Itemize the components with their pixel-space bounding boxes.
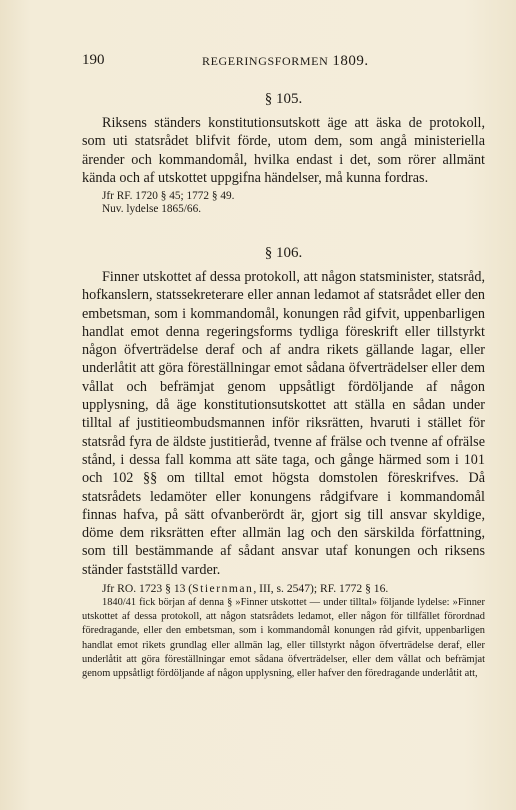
section-105-ref: Jfr RF. 1720 § 45; 1772 § 49. [102, 190, 235, 203]
running-title [202, 53, 369, 70]
section-106-ref-name: Stiernman [192, 582, 254, 596]
section-106-ref [82, 581, 485, 597]
section-105 [82, 91, 485, 217]
running-title-year: 1809. [332, 53, 369, 69]
section-105-amendment: Nuv. lydelse 1865/66. [102, 203, 202, 216]
section-106-ref-pre: Jfr RO. 1723 § 13 ( [102, 582, 193, 596]
page-header [82, 52, 486, 72]
page-number: 190 [82, 52, 105, 68]
section-106-amendment-text: 1840/41 fick början af denna § »Finner utskottet — under tilltal» följande lydelse: »Finner utskottet af dessa protokoll, att någon statsrådets ledamot, eller någon för tillfället förordnad föredragande, eller den embetsman, som i kommandomål konungen råd gifvit, uppenbarligen handlat emot rikets grundlag eller allmän lag, eller tillstyrkt någon öfverträdelse deraf, eller underlåtit att göra föreställningar emot sådana öfverträdelser, eller dem vållat och befrämjat genom uppsåtligt fördöljande af någon upplysning, eller hafver den föredragande underlåtit att, [82, 597, 485, 680]
section-105-title: § 105. [264, 91, 303, 107]
section-105-text: Riksens ständers konstitutionsutskott äge att äska de protokoll, som uti statsrådet blifvit förde, utom dem, som angå ministeriella ärender och kommandomål, hvilka endast i det, som rörer allmänt kända och af utskottet uppgifna händelser, må kunna fordras. [82, 115, 485, 186]
section-106 [82, 245, 485, 681]
section-106-title: § 106. [264, 245, 303, 261]
running-title-text: REGERINGSFORMEN [202, 54, 329, 68]
section-106-text: Finner utskottet af dessa protokoll, att någon statsminister, statsråd, hofkanslern, statssekreterare eller annan ledamot af statsrådet eller den embetsman, som i kommandomål, konungen råd gifvit, uppenbarligen handlat emot denna regeringsforms tydliga föreskrift eller tillstyrkt någon öfverträdelse deraf och af andra rikets gällande lagar, eller underlåtit att göra föreställningar emot sådana öfverträdelser eller dem vållat och befrämjat genom uppsåtligt fördöljande af någon upplysning, då äge konstitutionsutskottet att ställa en sådan under tilltal af justitieombudsmannen inför riksrätten, hvaruti i stället för statsråd fyra de äldste justitieråd, tvenne af frälse och tvenne af ofrälse stånd, i dessa fall komma att säte taga, och gånge härmed som i 101 och 102 §§ om tilltal emot högsta domstolen föreskrifves. Då statsrådets ledamöter eller konungens rådgifvare i kommandomål finnas hafva, på sätt ofvanberördt är, gjort sig till ansvar skyldige, döme dem riksrätten efter allmän lag och den särskilda författning, som till bestämmande af sådant ansvar utaf konungen och riksens ständer fastställd varder. [82, 269, 485, 578]
section-106-ref-post: , III, s. 2547); RF. 1772 § 16. [253, 582, 389, 596]
